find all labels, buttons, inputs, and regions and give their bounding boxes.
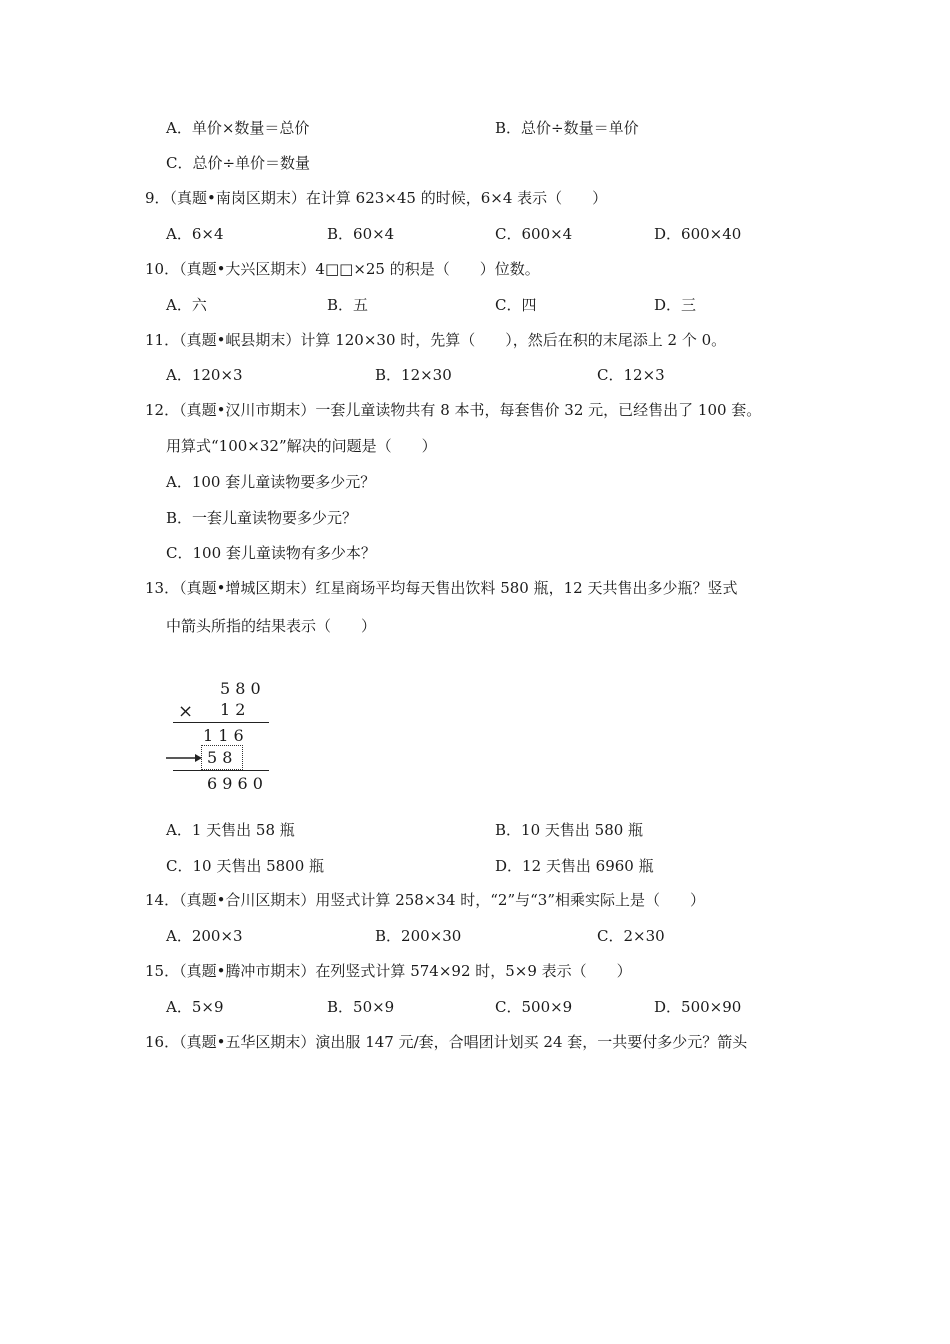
q9-option-b: B．60×4: [327, 225, 395, 243]
calc-product: 6 9 6 0: [207, 774, 263, 793]
q9-option-d: D．600×40: [654, 225, 742, 243]
q15-option-c: C．500×9: [495, 998, 573, 1016]
q13-text-continued: 中箭头所指的结果表示（ ）: [166, 617, 377, 635]
calc-partial-2: 5 8: [207, 748, 233, 767]
q11-text: 11．（真题•岷县期末）计算 120×30 时，先算（ ），然后在积的末尾添上 2 个 0。: [145, 331, 727, 349]
q14-option-b: B．200×30: [375, 927, 462, 945]
calc-multiplier: 1 2: [220, 700, 246, 719]
q11-option-b: B．12×30: [375, 366, 452, 384]
q12-option-c: C．100 套儿童读物有多少本？: [166, 544, 376, 562]
q16-text: 16．（真题•五华区期末）演出服 147 元/套，合唱团计划买 24 套，一共要付多少元？箭头: [145, 1033, 748, 1051]
q9-option-a: A．6×4: [166, 225, 224, 243]
calc-times-sign: ×: [178, 701, 194, 722]
q13-option-a: A．1 天售出 58 瓶: [166, 821, 295, 839]
q10-option-c: C．四: [495, 296, 537, 314]
q15-text: 15．（真题•腾冲市期末）在列竖式计算 574×92 时，5×9 表示（ ）: [145, 962, 632, 980]
q14-text: 14．（真题•合川区期末）用竖式计算 258×34 时，“2”与“3”相乘实际上是（ ）: [145, 891, 706, 909]
arrow-icon: [165, 752, 203, 764]
q14-option-a: A．200×3: [166, 927, 243, 945]
q10-text: 10．（真题•大兴区期末）4□□×25 的积是（ ）位数。: [145, 260, 540, 278]
q10-option-d: D．三: [654, 296, 697, 314]
q13-option-b: B．10 天售出 580 瓶: [495, 821, 644, 839]
q14-option-c: C．2×30: [597, 927, 665, 945]
q11-option-c: C．12×3: [597, 366, 665, 384]
q13-text: 13．（真题•增城区期末）红星商场平均每天售出饮料 580 瓶，12 天共售出多少瓶？竖式: [145, 579, 738, 597]
q8-option-b: B．总价÷数量＝单价: [495, 119, 639, 137]
q12-text-continued: 用算式“100×32”解决的问题是（ ）: [166, 437, 437, 455]
vertical-multiplication: [165, 675, 285, 795]
q8-option-a: A．单价×数量＝总价: [166, 119, 310, 137]
q11-option-a: A．120×3: [166, 366, 243, 384]
q13-option-d: D．12 天售出 6960 瓶: [495, 857, 654, 875]
q10-option-b: B．五: [327, 296, 369, 314]
calc-rule-1: [173, 722, 269, 723]
q8-option-c: C．总价÷单价＝数量: [166, 154, 311, 172]
q9-text: 9．（真题•南岗区期末）在计算 623×45 的时候，6×4 表示（ ）: [145, 189, 608, 207]
calc-multiplicand: 5 8 0: [220, 679, 261, 698]
calc-rule-2: [173, 770, 269, 771]
q12-option-b: B．一套儿童读物要多少元？: [166, 509, 358, 527]
q12-option-a: A．100 套儿童读物要多少元？: [166, 473, 376, 491]
calc-partial-1: 1 1 6: [203, 726, 244, 745]
q15-option-b: B．50×9: [327, 998, 395, 1016]
q12-text: 12．（真题•汉川市期末）一套儿童读物共有 8 本书，每套售价 32 元，已经售出了 100 套。: [145, 401, 762, 419]
q13-option-c: C．10 天售出 5800 瓶: [166, 857, 325, 875]
q10-option-a: A．六: [166, 296, 207, 314]
q9-option-c: C．600×4: [495, 225, 573, 243]
q15-option-d: D．500×90: [654, 998, 742, 1016]
q15-option-a: A．5×9: [166, 998, 224, 1016]
